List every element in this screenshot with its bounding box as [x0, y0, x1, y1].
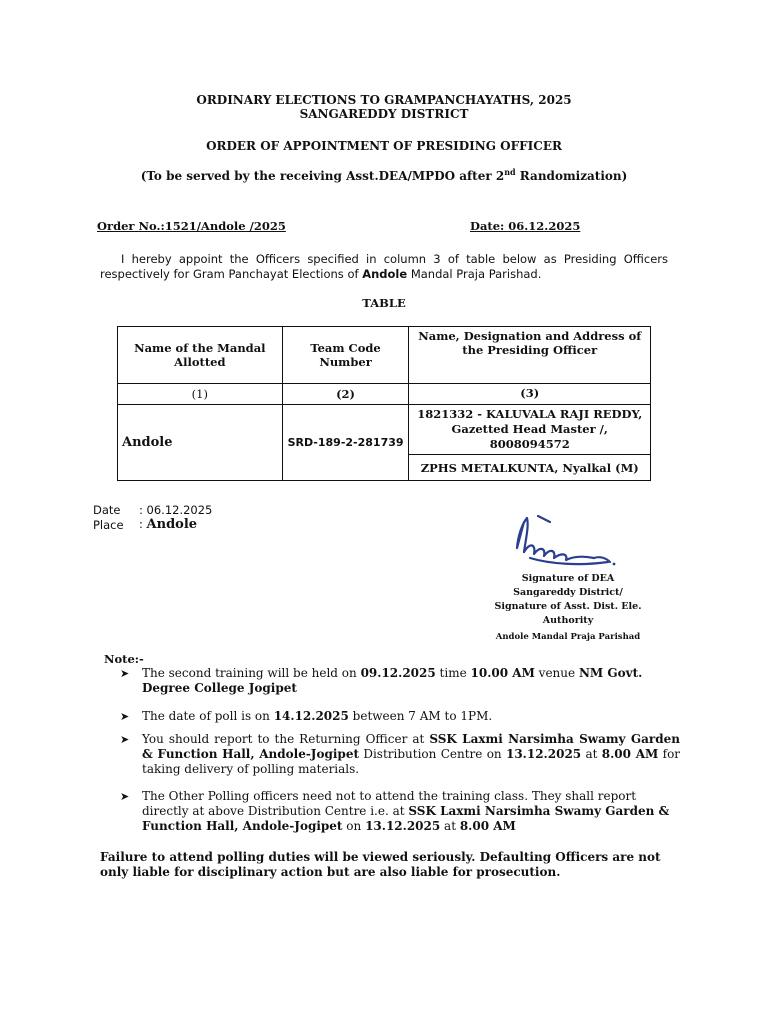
signature-line-district: Sangareddy District/	[513, 587, 623, 598]
arrow-bullet-icon: ➤	[120, 710, 130, 723]
arrow-bullet-icon: ➤	[120, 790, 130, 803]
signature-line-authority: Signature of Asst. Dist. Ele. Authority	[494, 601, 642, 626]
table-title: TABLE	[362, 296, 406, 310]
table-colnum-row	[118, 384, 651, 405]
note-item-training: ➤ The second training will be held on 09.12.2025 time 10.00 AM venue NM Govt. Degree College Jogipet	[120, 666, 643, 695]
signature-block	[468, 572, 668, 644]
footer-place-value: : Andole	[139, 517, 198, 532]
colnum-1: (1)	[118, 384, 283, 405]
footer-place-label: Place	[93, 518, 124, 532]
colnum-2: (2)	[282, 384, 409, 405]
cell-mandal: Andole	[118, 405, 283, 481]
header-team-code: Team Code Number	[282, 327, 409, 384]
heading-order-title: ORDER OF APPOINTMENT OF PRESIDING OFFICER	[206, 139, 562, 153]
cell-address: ZPHS METALKUNTA, Nyalkal (M)	[409, 455, 651, 481]
order-number: Order No.:1521/Andole /2025	[97, 219, 286, 233]
appointment-paragraph: I hereby appoint the Officers specified in column 3 of table below as Presiding Officers respectively for Gram Panchayat Elections of Andole Mandal Praja Parishad.	[100, 252, 668, 281]
note-item-poll-date: ➤ The date of poll is on 14.12.2025 between 7 AM to 1PM.	[120, 709, 493, 723]
note-item-report: ➤ You should report to the Returning Officer at SSK Laxmi Narsimha Swamy Garden & Function Hall, Andole-Jogipet Distribution Centre on 13.12.2025 at 8.00 AM for taking delivery of polling materials.	[120, 732, 681, 776]
footer-date-value: : 06.12.2025	[139, 503, 213, 517]
footer-date-label: Date	[93, 503, 121, 517]
header-mandal: Name of the Mandal Allotted	[118, 327, 283, 384]
notes-title: Note:-	[104, 652, 144, 666]
signature-line-dea: Signature of DEA	[521, 573, 615, 584]
signature-line-mandal: Andole Mandal Praja Parishad	[495, 632, 641, 642]
heading-district: SANGAREDDY DISTRICT	[299, 107, 469, 121]
appointment-table	[117, 326, 651, 481]
cell-team-code: SRD-189-2-281739	[282, 405, 409, 481]
header-officer: Name, Designation and Address of the Presiding Officer	[409, 327, 651, 384]
handwritten-signature	[510, 512, 620, 574]
table-header-row	[118, 327, 651, 384]
order-date: Date: 06.12.2025	[470, 219, 581, 233]
heading-served-note: (To be served by the receiving Asst.DEA/MPDO after 2nd Randomization)	[140, 167, 628, 183]
table-row	[118, 405, 651, 455]
arrow-bullet-icon: ➤	[120, 733, 130, 746]
note-item-other-officers: ➤ The Other Polling officers need not to attend the training class. They shall report directly at above Distribution Centre i.e. at SSK Laxmi Narsimha Swamy Garden & Function Hall, Andole-Jogipet on 13.12.2025 at 8.00 AM	[120, 789, 670, 833]
arrow-bullet-icon: ➤	[120, 667, 130, 680]
cell-officer: 1821332 - KALUVALA RAJI REDDY, Gazetted Head Master /, 8008094572	[409, 405, 651, 455]
warning-text: Failure to attend polling duties will be viewed seriously. Defaulting Officers are not only liable for disciplinary action but are also liable for prosecution.	[100, 850, 661, 879]
heading-elections: ORDINARY ELECTIONS TO GRAMPANCHAYATHS, 2025	[196, 93, 572, 107]
colnum-3: (3)	[409, 384, 651, 405]
